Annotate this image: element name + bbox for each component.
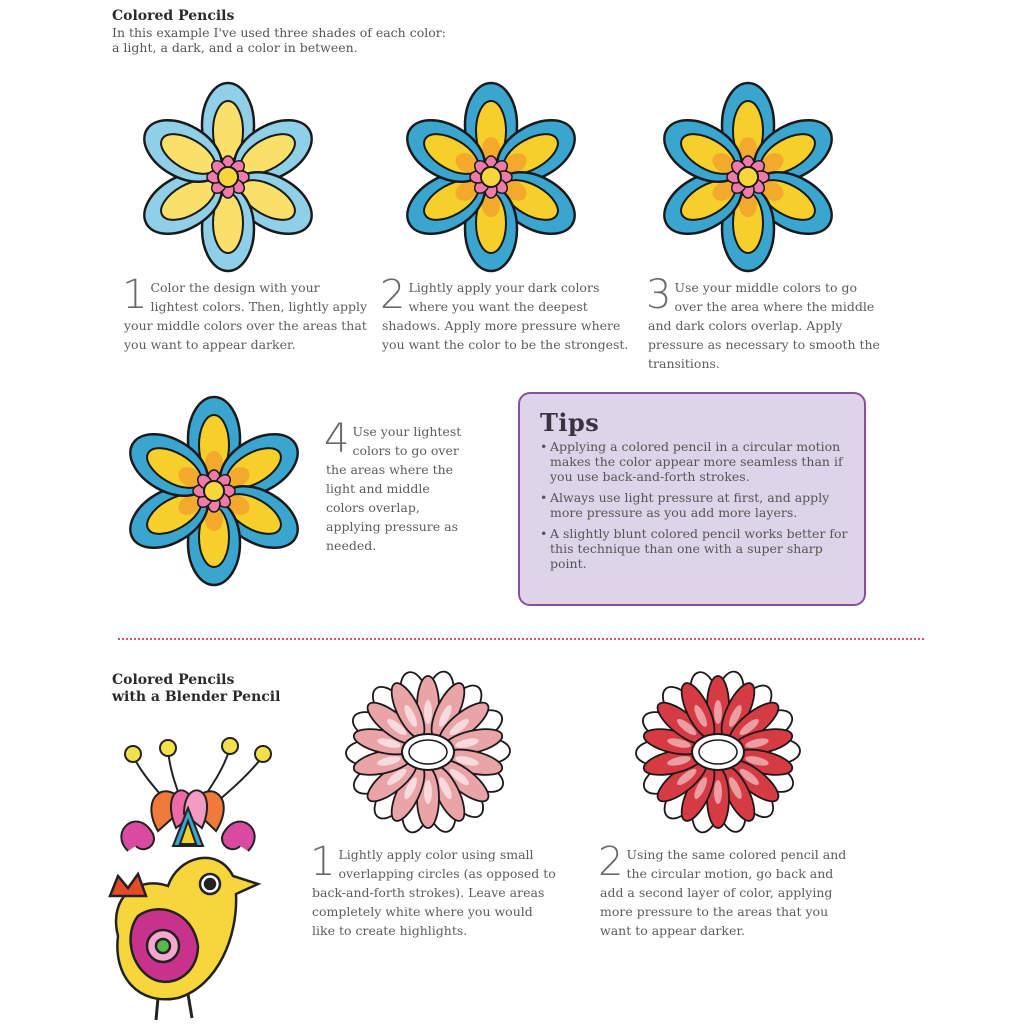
intro-line-1: In this example I've used three shades of each color: bbox=[112, 25, 446, 40]
tip-item: • Applying a colored pencil in a circular motion makes the color appear more seamless than if you use back-and-forth strokes. bbox=[540, 439, 848, 484]
flower-illustration-step-4 bbox=[114, 398, 314, 584]
tips-box bbox=[518, 392, 866, 606]
section-title-blender bbox=[112, 672, 280, 706]
step-2 bbox=[380, 272, 632, 354]
intro-text bbox=[112, 25, 446, 55]
daisy-illustration-step-1 bbox=[338, 668, 518, 836]
step-number: 3 bbox=[646, 272, 672, 318]
tips-title: Tips bbox=[540, 408, 600, 437]
blender-step-2 bbox=[598, 839, 852, 940]
daisy-illustration-step-2 bbox=[628, 668, 808, 836]
step-4 bbox=[324, 416, 468, 555]
step-number: 1 bbox=[122, 272, 148, 318]
flower-illustration-step-1 bbox=[128, 84, 328, 270]
step-number: 4 bbox=[324, 416, 350, 462]
flower-illustration-step-2 bbox=[391, 84, 591, 270]
step-text: Use your lightest colors to go over the areas where the light and middle colors overlap, applying pressure as needed. bbox=[326, 424, 462, 553]
flower-illustration-step-3 bbox=[648, 84, 848, 270]
step-text: Use your middle colors to go over the area where the middle and dark colors overlap. Apply pressure as necessary to smooth the transitions. bbox=[648, 280, 880, 371]
step-text: Using the same colored pencil and the circular motion, go back and add a second layer of color, applying more pressure to the areas that you want to appear darker. bbox=[600, 847, 847, 938]
decorative-bird-illustration bbox=[98, 736, 278, 1022]
section2-title-line-1: Colored Pencils bbox=[112, 672, 235, 688]
step-text: Color the design with your lightest colors. Then, lightly apply your middle colors over the areas that you want to appear darker. bbox=[124, 280, 368, 352]
tip-item: • Always use light pressure at first, and apply more pressure as you add more layers. bbox=[540, 490, 848, 520]
step-3 bbox=[646, 272, 880, 373]
tips-list bbox=[540, 439, 848, 571]
step-text: Lightly apply your dark colors where you want the deepest shadows. Apply more pressure where you want the color to be the strongest. bbox=[382, 280, 629, 352]
intro-line-2: a light, a dark, and a color in between. bbox=[112, 40, 358, 55]
section-divider bbox=[118, 638, 924, 640]
tip-item: • A slightly blunt colored pencil works better for this technique than one with a super sharp point. bbox=[540, 526, 848, 571]
step-number: 2 bbox=[380, 272, 406, 318]
step-number: 2 bbox=[598, 839, 624, 885]
step-1 bbox=[122, 272, 370, 354]
step-text: Lightly apply color using small overlapping circles (as opposed to back-and-forth strokes). Leave areas completely white where you would like to create highlights. bbox=[312, 847, 556, 938]
section-title-colored-pencils: Colored Pencils bbox=[112, 8, 235, 24]
step-number: 1 bbox=[310, 839, 336, 885]
blender-step-1 bbox=[310, 839, 556, 940]
section2-title-line-2: with a Blender Pencil bbox=[112, 689, 281, 705]
